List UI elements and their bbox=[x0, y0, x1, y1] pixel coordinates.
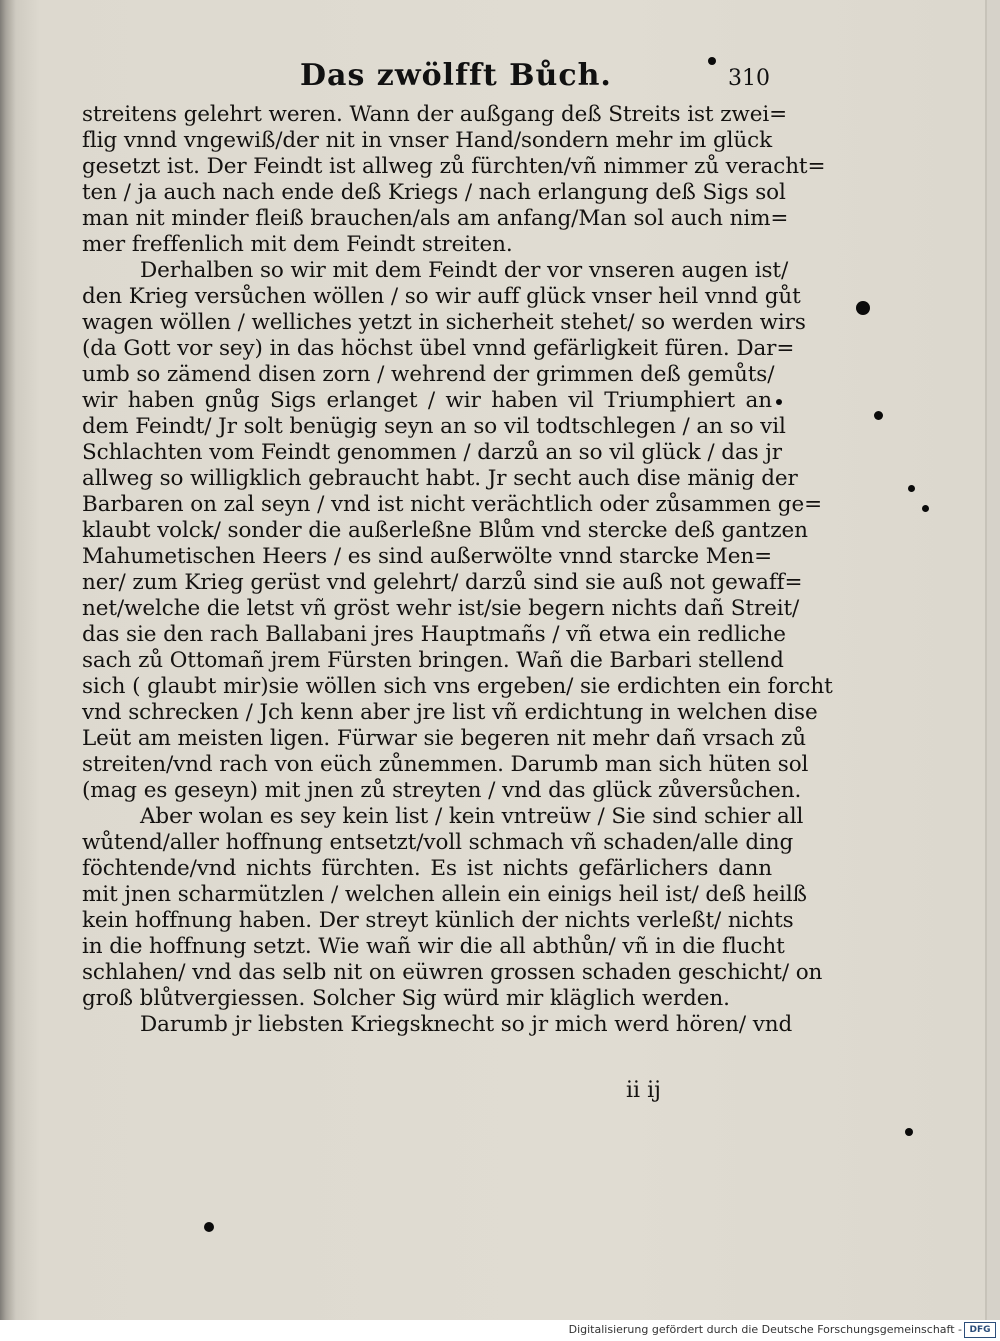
signature-mark: ii ij bbox=[626, 1078, 661, 1103]
text-line: ner/ zum Krieg gerüst vnd gelehrt/ darzů sind sie auß not gewaff= bbox=[82, 570, 803, 595]
text-line: Mahumetischen Heers / es sind außerwölte vnnd starcke Men= bbox=[82, 544, 772, 569]
text-line: gesetzt ist. Der Feindt ist allweg zů fürchten/vñ nimmer zů veracht= bbox=[82, 154, 826, 179]
text-line: das sie den rach Ballabani jres Hauptmañs / vñ etwa ein redliche bbox=[82, 622, 786, 647]
text-line: net/welche die letst vñ gröst wehr ist/sie begern nichts dañ Streit/ bbox=[82, 596, 800, 621]
running-header: Das zwölfft Bůch. bbox=[300, 58, 612, 93]
text-line: föchtende/vnd nichts fürchten. Es ist nichts gefärlichers dann bbox=[82, 856, 772, 881]
text-line: kein hoffnung haben. Der streyt künlich der nichts verleßt/ nichts bbox=[82, 908, 794, 933]
text-line: ten / ja auch nach ende deß Kriegs / nach erlangung deß Sigs sol bbox=[82, 180, 786, 205]
text-line: man nit minder fleiß brauchen/als am anfang/Man sol auch nim= bbox=[82, 206, 789, 231]
text-line: allweg so willigklich gebraucht habt. Jr secht auch dise mänig der bbox=[82, 466, 798, 491]
ink-spot bbox=[856, 301, 870, 315]
ink-spot bbox=[776, 399, 782, 405]
text-line: sach zů Ottomañ jrem Fürsten bringen. Wañ die Barbari stellend bbox=[82, 648, 784, 673]
text-line: sich ( glaubt mir)sie wöllen sich vns ergeben/ sie erdichten ein forcht bbox=[82, 674, 833, 699]
text-line: streiten/vnd rach von eüch zůnemmen. Darumb man sich hüten sol bbox=[82, 752, 809, 777]
text-line: Derhalben so wir mit dem Feindt der vor vnseren augen ist/ bbox=[140, 258, 789, 283]
digitization-credit: Digitalisierung gefördert durch die Deutsche Forschungsgemeinschaft - bbox=[568, 1323, 962, 1336]
text-line: wagen wöllen / welliches yetzt in sicherheit stehet/ so werden wirs bbox=[82, 310, 806, 335]
ink-spot bbox=[908, 485, 915, 492]
dfg-logo: DFG bbox=[964, 1322, 996, 1338]
text-line: schlahen/ vnd das selb nit on eüwren grossen schaden geschicht/ on bbox=[82, 960, 823, 985]
text-line: wir haben gnůg Sigs erlanget / wir haben vil Triumphiert an bbox=[82, 388, 772, 413]
page-number: 310 bbox=[728, 66, 770, 91]
text-line: wůtend/aller hoffnung entsetzt/voll schmach vñ schaden/alle ding bbox=[82, 830, 794, 855]
ink-spot bbox=[708, 57, 716, 65]
text-line: umb so zämend disen zorn / wehrend der grimmen deß gemůts/ bbox=[82, 362, 775, 387]
text-line: klaubt volck/ sonder die außerleßne Blům vnd stercke deß gantzen bbox=[82, 518, 808, 543]
text-line: (mag es geseyn) mit jnen zů streyten / vnd das glück zůversůchen. bbox=[82, 778, 802, 803]
text-line: streitens gelehrt weren. Wann der außgang deß Streits ist zwei= bbox=[82, 102, 788, 127]
text-line: Leüt am meisten ligen. Fürwar sie begeren nit mehr dañ vrsach zů bbox=[82, 726, 806, 751]
text-line: den Krieg versůchen wöllen / so wir auff glück vnser heil vnnd gůt bbox=[82, 284, 801, 309]
text-line: in die hoffnung setzt. Wie wañ wir die all abthůn/ vñ in die flucht bbox=[82, 934, 785, 959]
text-line: Barbaren on zal seyn / vnd ist nicht verächtlich oder zůsammen ge= bbox=[82, 492, 822, 517]
text-line: groß blůtvergiessen. Solcher Sig würd mir kläglich werden. bbox=[82, 986, 730, 1011]
text-line: vnd schrecken / Jch kenn aber jre list vñ erdichtung in welchen dise bbox=[82, 700, 818, 725]
ink-spot bbox=[922, 505, 929, 512]
ink-spot bbox=[874, 411, 883, 420]
text-line: Aber wolan es sey kein list / kein vntreüw / Sie sind schier all bbox=[140, 804, 804, 829]
ink-spot bbox=[905, 1128, 913, 1136]
text-line: flig vnnd vngewiß/der nit in vnser Hand/sondern mehr im glück bbox=[82, 128, 772, 153]
ink-spot bbox=[204, 1222, 214, 1232]
text-line: (da Gott vor sey) in das höchst übel vnnd gefärligkeit füren. Dar= bbox=[82, 336, 795, 361]
text-line: mit jnen scharmützlen / welchen allein ein einigs heil ist/ deß heilß bbox=[82, 882, 807, 907]
text-line: mer freffenlich mit dem Feindt streiten. bbox=[82, 232, 513, 257]
text-line: Darumb jr liebsten Kriegsknecht so jr mich werd hören/ vnd bbox=[140, 1012, 793, 1037]
text-line: dem Feindt/ Jr solt benügig seyn an so vil todtschlegen / an so vil bbox=[82, 414, 786, 439]
text-line: Schlachten vom Feindt genommen / darzů an so vil glück / das jr bbox=[82, 440, 782, 465]
